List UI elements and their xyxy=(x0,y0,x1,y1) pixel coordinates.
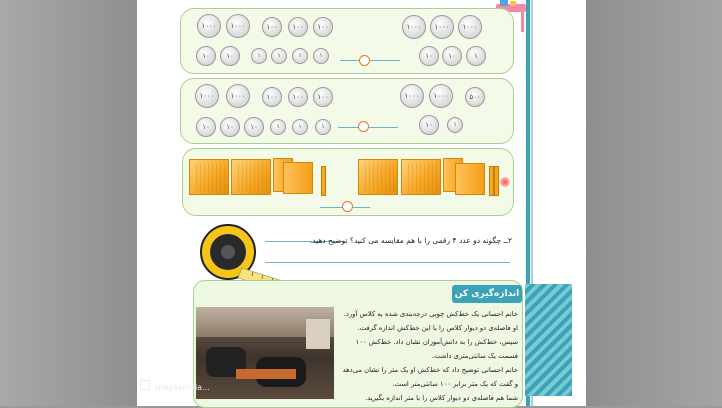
compare-circle-input[interactable] xyxy=(358,121,369,132)
coin: ۱۰۰۰ xyxy=(226,84,250,108)
paragraph-line: او فاصله‌ی دو دیوار کلاس را با این خط‌کش اندازه گرفت. xyxy=(357,324,518,332)
coin: ۱۰۰۰ xyxy=(458,15,482,39)
coin: ۱ xyxy=(315,119,331,135)
coin: ۱۰ xyxy=(220,46,240,66)
coin: ۱۰۰۰ xyxy=(430,15,454,39)
coin: ۱ xyxy=(447,117,463,133)
coin: ۱۰ xyxy=(196,117,216,137)
paragraph-line: خانم احسانی یک خط‌کش چوبی درجه‌بندی شده به کلاس آورد. xyxy=(343,310,518,318)
coin: ۱۰۰ xyxy=(288,17,308,37)
thousand-block xyxy=(358,159,398,195)
compare-circle-input[interactable] xyxy=(359,55,370,66)
hundred-flat xyxy=(455,163,485,195)
right-background xyxy=(586,0,722,406)
paragraph-line: و گفت که یک متر برابر ۱۰۰ سانتی‌متر است. xyxy=(392,380,518,388)
coin: ۱۰۰۰ xyxy=(429,84,453,108)
coin: ۵۰۰ xyxy=(465,87,485,107)
answer-line xyxy=(265,262,510,263)
coin: ۱ xyxy=(466,46,486,66)
paragraph-line: سپس، خط‌کش را به دانش‌آموزان نشان داد. خط‌کش ۱۰۰ xyxy=(355,338,518,346)
coin: ۱ xyxy=(251,48,267,64)
coin: ۱۰۰۰ xyxy=(197,14,221,38)
coin: ۱۰ xyxy=(419,115,439,135)
coin: ۱ xyxy=(270,119,286,135)
coin: ۱۰۰۰ xyxy=(195,84,219,108)
coin: ۱۰۰۰ xyxy=(226,14,250,38)
thousand-block xyxy=(231,159,271,195)
decorative-stripes xyxy=(525,284,572,396)
coin: ۱۰۰ xyxy=(262,17,282,37)
ten-rod xyxy=(494,166,499,196)
classroom-photo xyxy=(196,307,334,399)
watermark-text: meysamdia... xyxy=(155,383,210,392)
expand-icon[interactable] xyxy=(140,380,150,390)
left-background xyxy=(0,0,137,406)
coin: ۱۰۰ xyxy=(313,87,333,107)
hundred-flat xyxy=(283,162,313,194)
coin: ۱۰ xyxy=(196,46,216,66)
thousand-block xyxy=(189,159,229,195)
coin: ۱ xyxy=(292,119,308,135)
coin: ۱ xyxy=(313,48,329,64)
coin: ۱ xyxy=(292,48,308,64)
coin: ۱۰۰۰ xyxy=(400,84,424,108)
paragraph-line: شما هم فاصله‌ی دو دیوار کلاس را با متر اندازه بگیرید. xyxy=(365,394,518,402)
coin: ۱۰۰۰ xyxy=(402,15,426,39)
thousand-block xyxy=(401,159,441,195)
ten-rod xyxy=(321,166,326,196)
coin: ۱۰۰ xyxy=(262,87,282,107)
compare-circle-input[interactable] xyxy=(342,201,353,212)
paragraph-line: خانم احسانی توضیح داد که خط‌کش او یک متر را نشان می‌دهد xyxy=(342,366,518,374)
paragraph-line: قسمت یک سانتی‌متری داشت. xyxy=(432,352,518,360)
coin: ۱۰۰ xyxy=(313,17,333,37)
coin: ۱ xyxy=(271,48,287,64)
section-title: اندازه‌گیری کن xyxy=(452,285,522,303)
coin: ۱۰ xyxy=(220,117,240,137)
coin: ۱۰ xyxy=(419,46,439,66)
coin: ۱۰۰ xyxy=(288,87,308,107)
watermark xyxy=(140,380,210,392)
coin: ۱۰ xyxy=(244,117,264,137)
coin: ۱۰ xyxy=(442,46,462,66)
cursor-highlight-icon xyxy=(500,177,510,187)
answer-line xyxy=(340,60,400,61)
question-2-text: ۲ــ چگونه دو عدد ۴ رقمی را با هم مقایسه می کنید؟ توضیح دهید. xyxy=(309,236,512,245)
